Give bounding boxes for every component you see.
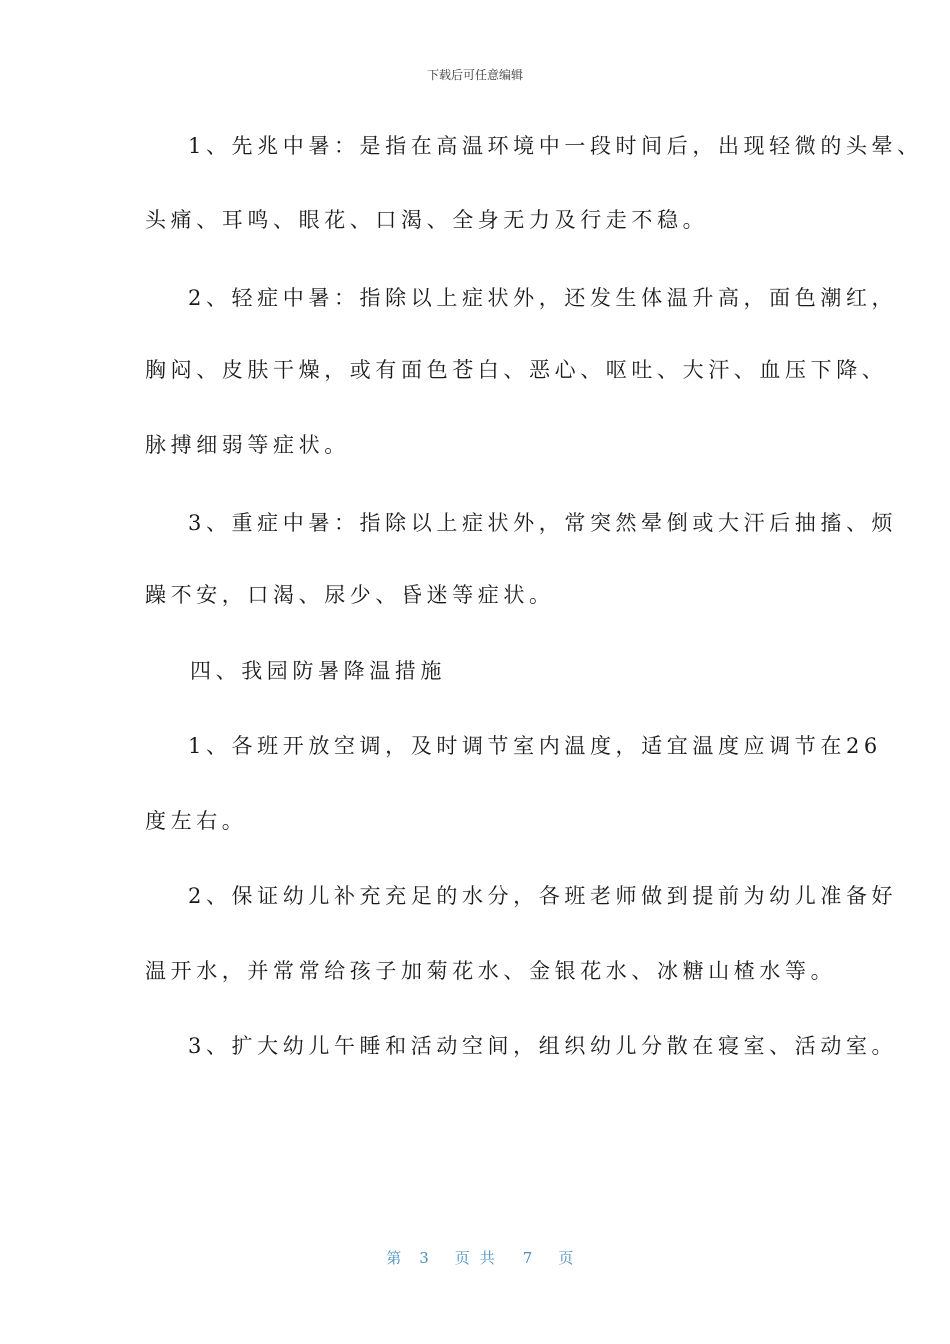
paragraph-line: 温开水，并常常给孩子加菊花水、金银花水、冰糖山楂水等。 <box>145 959 837 983</box>
paragraph-line: 3、扩大幼儿午睡和活动空间，组织幼儿分散在寝室、活动室。 <box>188 1034 898 1058</box>
page-footer <box>0 1229 950 1268</box>
paragraph-line: 3、重症中暑：指除以上症状外，常突然晕倒或大汗后抽搐、烦 <box>188 511 898 535</box>
paragraph-line: 躁不安，口渴、尿少、昏迷等症状。 <box>145 583 555 607</box>
paragraph-line: 头痛、耳鸣、眼花、口渴、全身无力及行走不稳。 <box>145 208 709 232</box>
section-heading: 四、我园防暑降温措施 <box>190 659 446 683</box>
paragraph-line: 度左右。 <box>145 809 248 833</box>
footer-page-label: 第 <box>386 1249 402 1267</box>
footer-of-label: 页共 <box>454 1249 505 1267</box>
paragraph-line: 脉搏细弱等症状。 <box>145 433 350 457</box>
footer-page-suffix: 页 <box>558 1249 574 1267</box>
paragraph-line: 1、先兆中暑：是指在高温环境中一段时间后，出现轻微的头晕、 <box>188 134 923 158</box>
paragraph-line: 1、各班开放空调，及时调节室内温度，适宜温度应调节在26 <box>188 734 882 758</box>
footer-page-number: 3 <box>419 1249 429 1267</box>
header-note: 下载后可任意编辑 <box>426 68 523 82</box>
footer-total-pages: 7 <box>522 1249 533 1267</box>
paragraph-line: 胸闷、皮肤干燥，或有面色苍白、恶心、呕吐、大汗、血压下降、 <box>145 358 888 382</box>
paragraph-line: 2、轻症中暑：指除以上症状外，还发生体温升高，面色潮红， <box>188 286 898 310</box>
paragraph-line: 2、保证幼儿补充充足的水分，各班老师做到提前为幼儿准备好 <box>188 884 898 908</box>
